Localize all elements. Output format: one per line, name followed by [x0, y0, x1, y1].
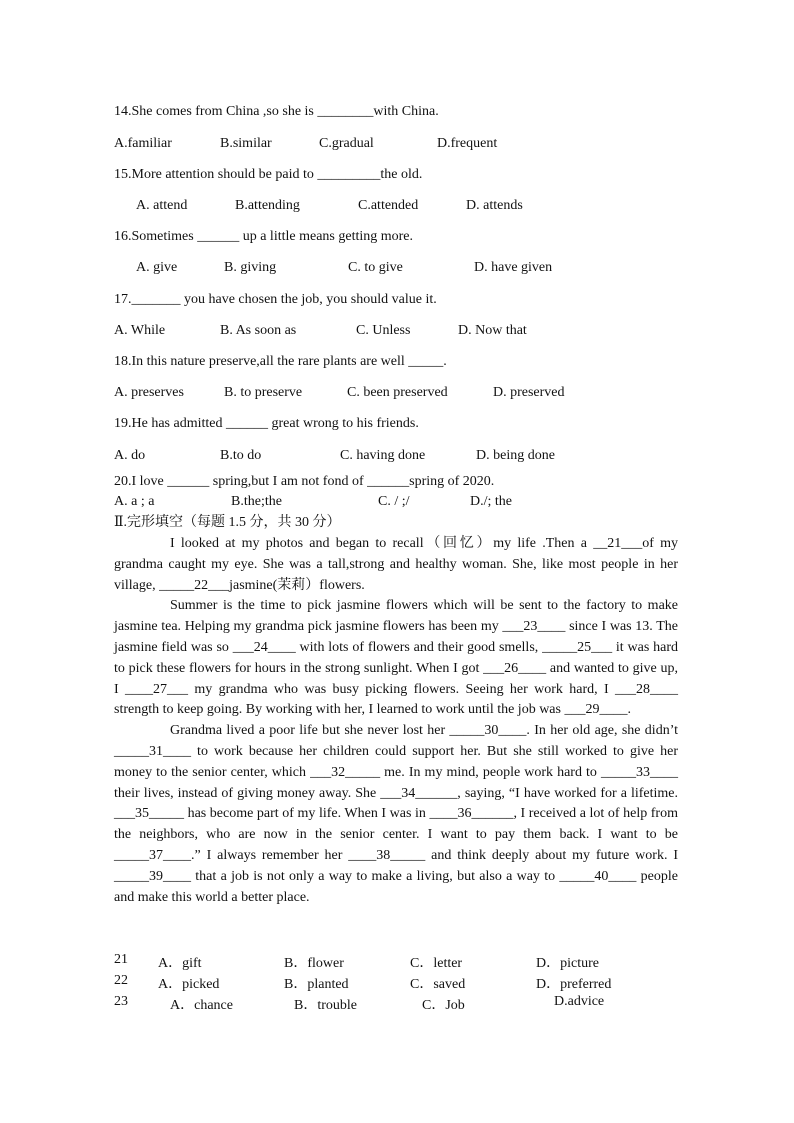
passage-paragraph-2: Summer is the time to pick jasmine flowers which will be sent to the factory to make jasmine tea. Helping my grandma pick jasmine flowers has been my ___23____ since I was 13. The jasmine field was so ___24____ with lots of flowers and their good smells, _____25___ it was hard to pick these flowers for hours in the strong sunlight. When I got ___26____ and wanted to give up, I ____27___ my grandma who was busy picking flowers. Seeing her work hard, I ___28____ strength to keep going. By working with her, I learned to work until the job was ___29____. — [114, 598, 678, 718]
section-title: Ⅱ.完形填空（每题 1.5 分，共 30 分） — [114, 515, 341, 530]
option-a: A. preserves — [114, 385, 184, 400]
option-a: A. give — [136, 260, 178, 275]
question-16-stem: 16.Sometimes ______ up a little means getting more. — [114, 229, 414, 244]
question-15-stem: 15.More attention should be paid to _________the old. — [114, 167, 423, 182]
question-20-stem: 20.I love ______ spring,but I am not fond of ______spring of 2020. — [114, 474, 495, 489]
option-a: A．gift — [158, 956, 202, 971]
question-17-stem: 17._______ you have chosen the job, you should value it. — [114, 292, 437, 307]
option-c: C.gradual — [319, 136, 374, 151]
question-20-options — [114, 494, 694, 510]
option-a: A. While — [114, 323, 166, 338]
option-b: B．trouble — [294, 998, 357, 1013]
option-d: D. being done — [476, 448, 555, 463]
answer-number: 22 — [114, 973, 128, 988]
option-b: B. to preserve — [224, 385, 303, 400]
passage-paragraph-3: Grandma lived a poor life but she never lost her _____30____. In her old age, she didn’t _____31____ to work because her children could support her. But she still worked to give her money to the senior center, which ___32_____ me. In my mind, people work hard to _____33____ their lives, instead of giving money away. She ___34______, saying, “I have worked for a lifetime. ___35_____ has become part of my life. When I was in ____36______, I received a lot of help from the neighbors, who are now in the senior center. I want to pay them back. I want to be _____37____.” I always remember her ____38_____ and think deeply about my future work. I _____39____ that a job is not only a way to make a living, but also a way to _____40____ people and make this world a better place. — [114, 723, 678, 905]
answer-row-22 — [114, 973, 634, 992]
option-b: B. giving — [224, 260, 277, 275]
option-c: C. / ;/ — [378, 494, 410, 509]
option-c: C. to give — [348, 260, 403, 275]
question-14-stem: 14.She comes from China ,so she is ________with China. — [114, 104, 439, 119]
option-d: D.frequent — [437, 136, 498, 151]
option-b: B．flower — [284, 956, 344, 971]
option-c: C. been preserved — [347, 385, 448, 400]
option-a: A. a ; a — [114, 494, 155, 509]
option-a: A．chance — [170, 998, 233, 1013]
option-d: D. attends — [466, 198, 523, 213]
option-a: A．picked — [158, 977, 220, 992]
option-b: B.similar — [220, 136, 272, 151]
question-18-options — [114, 385, 694, 401]
question-14-options — [114, 136, 694, 152]
option-c: C. Unless — [356, 323, 411, 338]
option-a: A.familiar — [114, 136, 172, 151]
option-d: D．preferred — [536, 977, 612, 992]
option-d: D. Now that — [458, 323, 527, 338]
question-19-options — [114, 448, 694, 464]
option-b: B.attending — [235, 198, 300, 213]
answer-row-23 — [114, 994, 634, 1013]
option-b: B.the;the — [231, 494, 282, 509]
option-d: D.advice — [554, 994, 605, 1009]
option-c: C．letter — [410, 956, 463, 971]
option-c: C.attended — [358, 198, 419, 213]
option-b: B.to do — [220, 448, 262, 463]
answer-number: 21 — [114, 952, 128, 967]
cloze-passage — [114, 534, 678, 908]
option-a: A. do — [114, 448, 146, 463]
option-a: A. attend — [136, 198, 188, 213]
option-d: D./; the — [470, 494, 512, 509]
question-19-stem: 19.He has admitted ______ great wrong to his friends. — [114, 416, 419, 431]
option-d: D. have given — [474, 260, 553, 275]
passage-paragraph-1: I looked at my photos and began to recall（回忆）my life .Then a __21___of my grandma caught my eye. She was a tall,strong and healthy woman. She, like most people in her village, _____22___jasmine(茉莉）flowers. — [114, 536, 678, 593]
option-b: B. As soon as — [220, 323, 297, 338]
question-17-options — [114, 323, 694, 339]
option-d: D. preserved — [493, 385, 565, 400]
question-18-stem: 18.In this nature preserve,all the rare plants are well _____. — [114, 354, 447, 369]
question-16-options — [114, 260, 694, 276]
option-c: C. having done — [340, 448, 426, 463]
option-d: D．picture — [536, 956, 599, 971]
option-c: C．saved — [410, 977, 466, 992]
question-15-options — [114, 198, 694, 214]
option-b: B．planted — [284, 977, 349, 992]
answer-row-21 — [114, 952, 634, 971]
answer-number: 23 — [114, 994, 128, 1009]
option-c: C．Job — [422, 998, 465, 1013]
